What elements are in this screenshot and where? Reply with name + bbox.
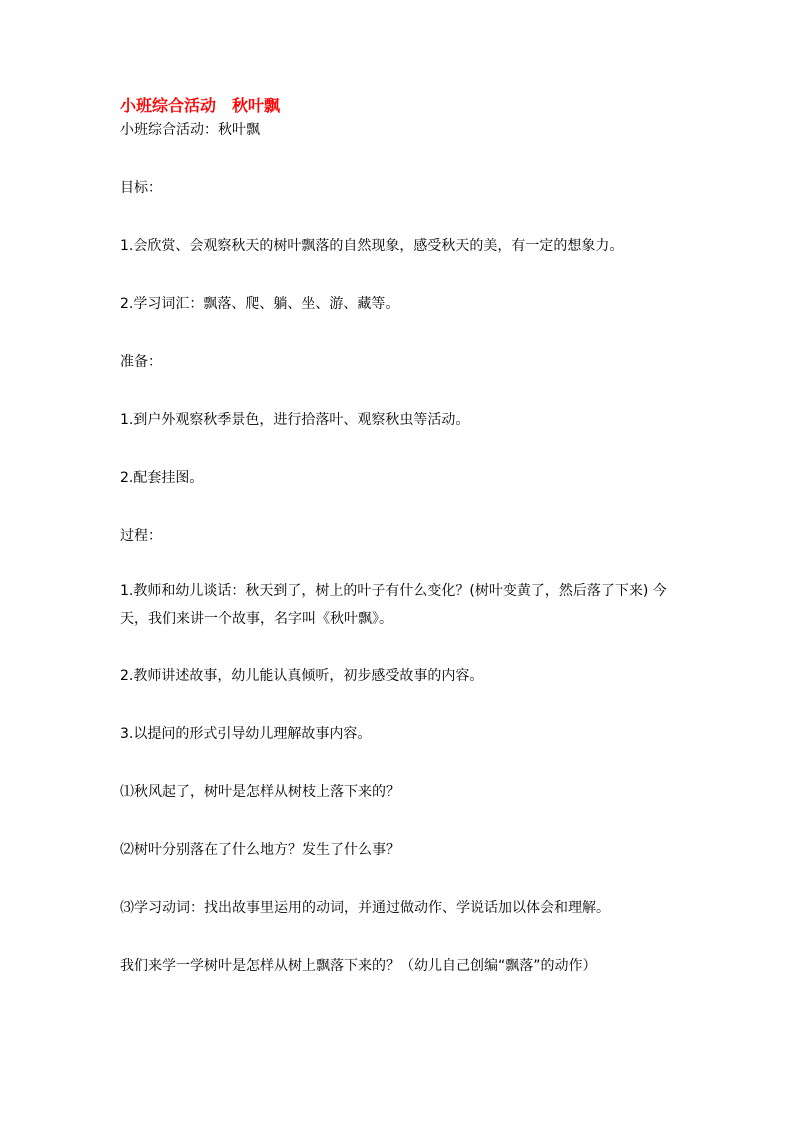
prep-item-1: 1.到户外观察秋季景色，进行拾落叶、观察秋虫等活动。	[120, 412, 470, 428]
final-paragraph: 我们来学一学树叶是怎样从树上飘落下来的？（幼儿自己创编“飘落”的动作）	[120, 958, 597, 974]
document-body	[120, 94, 680, 976]
process-heading: 过程：	[120, 528, 162, 544]
process-item-1: 1.教师和幼儿谈话：秋天到了，树上的叶子有什么变化？(树叶变黄了，然后落了下来) 今天，我们来讲一个故事，名字叫《秋叶飘》。	[120, 583, 667, 627]
prep-item-2: 2.配套挂图。	[120, 470, 204, 486]
page-subtitle: 小班综合活动：秋叶飘	[120, 122, 260, 138]
question-1: ⑴秋风起了，树叶是怎样从树枝上落下来的？	[120, 784, 400, 800]
page-title: 小班综合活动 秋叶飘	[120, 96, 281, 115]
goal-item-1: 1.会欣赏、会观察秋天的树叶飘落的自然现象，感受秋天的美，有一定的想象力。	[120, 238, 624, 254]
goal-item-2: 2.学习词汇：飘落、爬、躺、坐、游、藏等。	[120, 296, 400, 312]
process-item-2: 2.教师讲述故事，幼儿能认真倾听，初步感受故事的内容。	[120, 668, 484, 684]
goal-heading: 目标：	[120, 180, 162, 196]
prep-heading: 准备：	[120, 354, 162, 370]
question-2: ⑵树叶分别落在了什么地方？发生了什么事？	[120, 842, 400, 858]
process-item-3: 3.以提问的形式引导幼儿理解故事内容。	[120, 726, 372, 742]
question-3: ⑶学习动词：找出故事里运用的动词，并通过做动作、学说话加以体会和理解。	[120, 900, 610, 916]
